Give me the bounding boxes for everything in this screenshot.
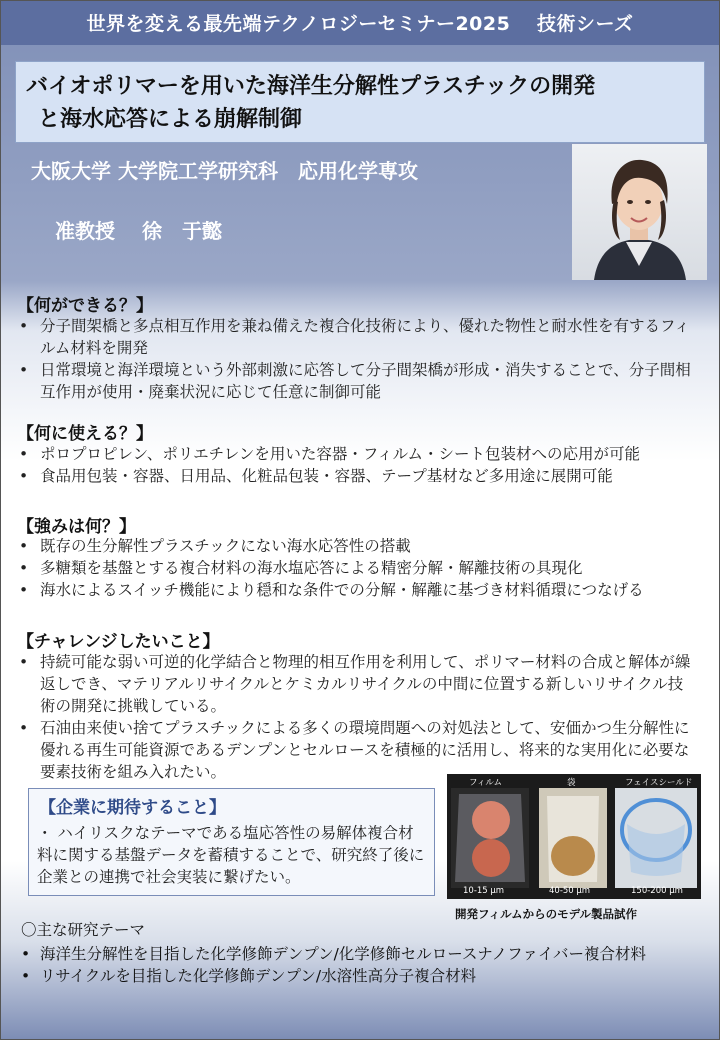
list-item: • ポロプロピレン、ポリエチレンを用いた容器・フィルム・シート包装材への応用が可能 — [19, 445, 641, 463]
photo-label-film: フィルム — [469, 778, 502, 788]
title-box — [15, 61, 705, 143]
list-item: • 石油由来使い捨てプラスチックによる多くの環境問題への対処法として、安価かつ生分解性に優れる再生可能資源であるデンプンとセルロースを積極的に活用し、将来的な実用化に必要な要素技術を組み入れたい。 — [19, 719, 690, 781]
list-item: • 日常環境と海洋環境という外部刺激に応答して分子間架橋が形成・消失することで、分子間相互作用が使用・廃棄状況に応じて任意に制御可能 — [19, 361, 691, 401]
photo-thickness-film: 10-15 μm — [463, 886, 505, 896]
research-themes-heading: 〇主な研究テーマ — [21, 921, 146, 939]
expectation-body: ・ ハイリスクなテーマである塩応答性の易解体複合材料に関する基盤データを蓄積することで、研究終了後に企業との連携で社会実装に繋げたい。 — [37, 824, 425, 886]
expectation-title: 【企業に期待すること】 — [39, 798, 226, 818]
product-photos — [447, 774, 701, 899]
list-item: • 海水によるスイッチ機能により穏和な条件での分解・解離に基づき材料循環につなげる — [19, 581, 644, 599]
list-item: • 持続可能な弱い可逆的化学結合と物理的相互作用を利用して、ポリマー材料の合成と解体が繰返しでき、マテリアルリサイクルとケミカルリサイクルの中間に位置する新しいリサイクル技術の開発に挑戦している。 — [19, 653, 691, 715]
photo-thickness-faceshield: 150-200 μm — [631, 886, 683, 896]
affiliation: 大阪大学 大学院工学研究科 応用化学専攻 — [31, 159, 418, 183]
title-line-2: と海水応答による崩解制御 — [38, 107, 303, 132]
seminar-header: 世界を変える最先端テクノロジーセミナー2025 技術シーズ — [86, 13, 634, 35]
author-name: 准教授 徐 于懿 — [55, 219, 222, 243]
section-title-what-can: 【何ができる？】 — [17, 296, 153, 316]
research-theme-item: • 海洋生分解性を目指した化学修飾デンプン/化学修飾セルロースナノファイバー複合材料 — [21, 945, 647, 963]
photo-label-faceshield: フェイスシールド — [625, 778, 693, 788]
photo-label-bag: 袋 — [567, 778, 576, 788]
list-item: • 食品用包装・容器、日用品、化粧品包装・容器、テープ基材など多用途に展開可能 — [19, 467, 613, 485]
list-item: • 分子間架橋と多点相互作用を兼ね備えた複合化技術により、優れた物性と耐水性を有するフィルム材料を開発 — [19, 317, 690, 357]
research-theme-item: • リサイクルを目指した化学修飾デンプン/水溶性高分子複合材料 — [21, 967, 477, 985]
title-line-1: バイオポリマーを用いた海洋生分解性プラスチックの開発 — [26, 74, 596, 99]
photo-caption: 開発フィルムからのモデル製品試作 — [455, 907, 638, 921]
list-item: • 既存の生分解性プラスチックにない海水応答性の搭載 — [19, 537, 411, 555]
section-title-challenge: 【チャレンジしたいこと】 — [17, 632, 220, 652]
photo-thickness-bag: 40-50 μm — [549, 886, 591, 896]
section-title-strengths: 【強みは何？】 — [17, 517, 136, 537]
researcher-portrait — [572, 144, 707, 280]
expectation-box — [28, 788, 435, 896]
list-item: • 多糖類を基盤とする複合材料の海水塩応答による精密分解・解離技術の具現化 — [19, 559, 583, 577]
section-title-uses: 【何に使える？】 — [17, 424, 153, 444]
